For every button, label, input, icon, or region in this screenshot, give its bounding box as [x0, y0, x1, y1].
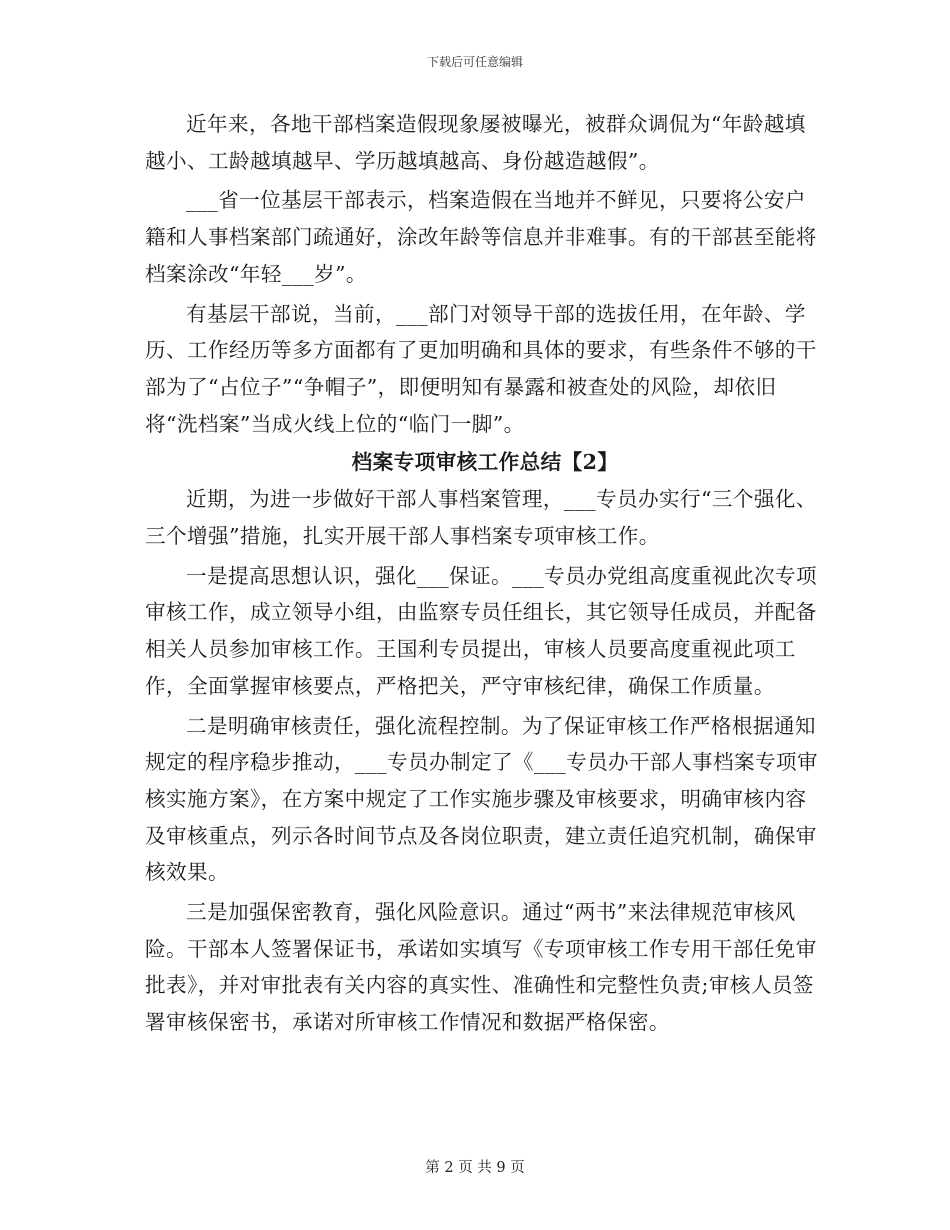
paragraph: ___省一位基层干部表示，档案造假在当地并不鲜见，只要将公安户籍和人事档案部门疏通好，涂改年龄等信息并非难事。有的干部甚至能将档案涂改“年轻___岁”。 — [145, 188, 817, 286]
paragraph: 一是提高思想认识，强化___保证。___专员办党组高度重视此次专项审核工作，成立领导小组，由监察专员任组长，其它领导任成员，并配备相关人员参加审核工作。王国利专员提出，审核人员要高度重视此项工作，全面掌握审核要点，严格把关，严守审核纪律，确保工作质量。 — [145, 563, 818, 698]
paragraph: 三是加强保密教育，强化风险意识。通过“两书”来法律规范审核风险。干部本人签署保证书，承诺如实填写《专项审核工作专用干部任免审批表》，并对审批表有关内容的真实性、准确性和完整性负责;审核人员签署审核保密书，承诺对所审核工作情况和数据严格保密。 — [145, 900, 817, 1035]
document-body — [145, 106, 825, 1041]
paragraph: 二是明确审核责任，强化流程控制。为了保证审核工作严格根据通知规定的程序稳步推动，___专员办制定了《___专员办干部人事档案专项审核实施方案》，在方案中规定了工作实施步骤及审核要求，明确审核内容及审核重点，列示各时间节点及各岗位职责，建立责任追究机制，确保审核效果。 — [145, 713, 818, 885]
paragraph: 近年来，各地干部档案造假现象屡被曝光，被群众调侃为“年龄越填越小、工龄越填越早、学历越填越高、身份越造越假”。 — [145, 112, 806, 173]
paragraph: 有基层干部说，当前，___部门对领导干部的选拔任用，在年龄、学历、工作经历等多方面都有了更加明确和具体的要求，有些条件不够的干部为了“占位子”“争帽子”，即便明知有暴露和被查处的风险，却依旧将“洗档案”当成火线上位的“临门一脚”。 — [145, 301, 817, 436]
page-number: 第 2 页 共 9 页 — [425, 1160, 525, 1176]
page-header-note: 下载后可任意编辑 — [426, 55, 523, 69]
section-title: 档案专项审核工作总结【2】 — [351, 450, 619, 475]
paragraph: 近期，为进一步做好干部人事档案管理，___专员办实行“三个强化、三个增强”措施，扎实开展干部人事档案专项审核工作。 — [145, 487, 817, 549]
